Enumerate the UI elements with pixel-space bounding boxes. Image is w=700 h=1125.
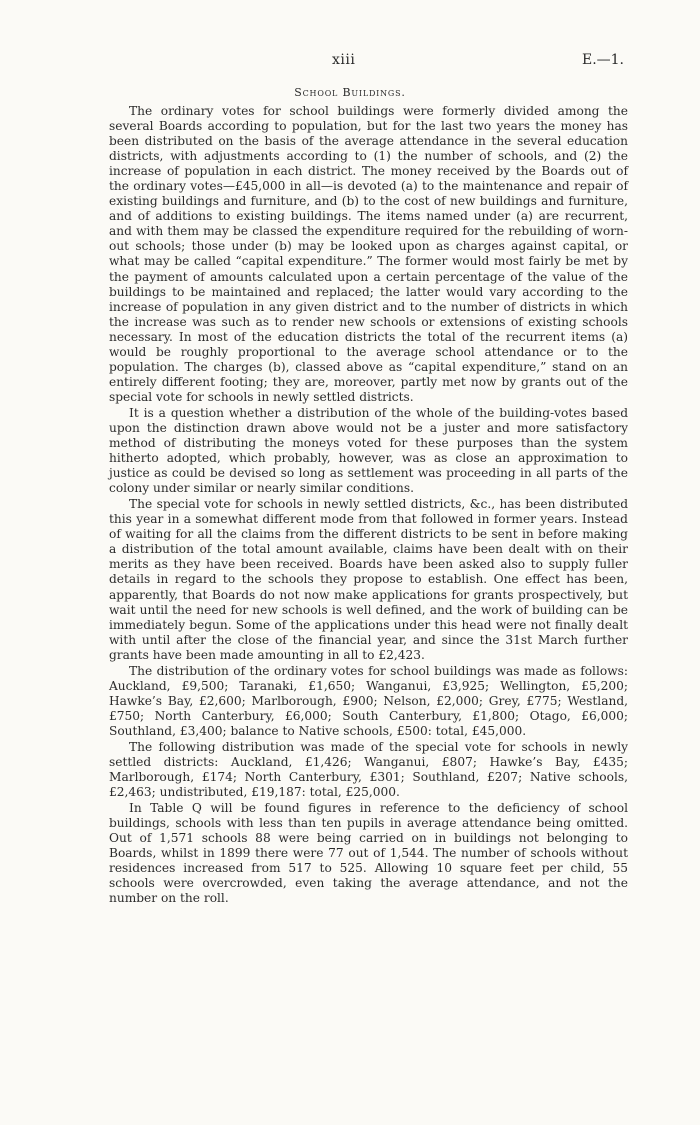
- page-number: xiii: [332, 52, 356, 68]
- paragraph-table-q: In Table Q will be found figures in reference to the deficiency of school buildings, schools with less than ten pupils in average attendance being omitted. Out of 1,571 schools 88 were being carried on in buildings not belonging to Boards, whilst in 1899 there were 77 out of 1,544. The number of schools without residences increased from 517 to 525. Allowing 10 square feet per child, 55 schools were overcrowded, even taking the average attendance, and not the number on the roll.: [109, 801, 628, 906]
- paragraph-special-distribution: The following distribution was made of the special vote for schools in newly settled districts: Auckland, £1,426; Wanganui, £807; Hawke’s Bay, £435; Marlborough, £174; North Canterbury, £301; Southland, £207; Native schools, £2,463; undistributed, £19,187: total, £25,000.: [109, 739, 628, 800]
- paragraph-building-votes: The ordinary votes for school buildings were formerly divided among the several Boards according to population, but for the last two years the money has been distributed on the basis of the average attendance in the several education districts, with adjustments according to (1) the number of schools, and (2) the increase of population in each district. The money received by the Boards out of the ordinary votes—£45,000 in all—is devoted (a) to the maintenance and repair of existing buildings and furniture, and (b) to the cost of new buildings and furniture, and of additions to existing buildings. The items named under (a) are recurrent, and with them may be classed the expenditure required for the rebuilding of worn-out schools; those under (b) may be looked upon as charges against capital, or what may be called “capital expenditure.” The former would most fairly be met by the payment of amounts calculated upon a certain percentage of the value of the buildings to be maintained and replaced; the latter would vary according to the increase of population in any given district and to the number of districts in which the increase was such as to render new schools or extensions of existing schools necessary. In most of the education districts the total of the recurrent items (a) would be roughly proportional to the average school attendance or to the population. The charges (b), classed above as “capital expenditure,” stand on an entirely different footing; they are, moreover, partly met now by grants out of the special vote for schools in newly settled districts.: [109, 104, 628, 404]
- section-title: School Buildings.: [294, 86, 406, 99]
- paragraph-distribution-question: It is a question whether a distribution of the whole of the building-votes based upon the distinction drawn above would not be a juster and more satisfactory method of distributing the moneys voted for these purposes than the system hitherto adopted, which probably, however, was as close an approximation to justice as could be devised so long as settlement was proceeding in all parts of the colony under similar or nearly similar conditions.: [109, 405, 628, 496]
- body-text: [109, 104, 628, 907]
- document-reference: E.—1.: [581, 52, 624, 68]
- paragraph-special-vote: The special vote for schools in newly settled districts, &c., has been distributed this year in a somewhat different mode from that followed in former years. Instead of waiting for all the claims from the different districts to be sent in before making a distribution of the total amount available, claims have been dealt with on their merits as they have been received. Boards have been asked also to supply fuller details in regard to the schools they propose to establish. One effect has been, apparently, that Boards do not now make applications for grants prospectively, but wait until the need for new schools is well defined, and the work of building can be immediately begun. Some of the applications under this head were not finally dealt with until after the close of the financial year, and since the 31st March further grants have been made amounting in all to £2,423.: [109, 497, 628, 662]
- paragraph-ordinary-distribution: The distribution of the ordinary votes for school buildings was made as follows: Auckland, £9,500; Taranaki, £1,650; Wanganui, £3,925; Wellington, £5,200; Hawke’s Bay, £2,600; Marlborough, £900; Nelson, £2,000; Grey, £775; Westland, £750; North Canterbury, £6,000; South Canterbury, £1,800; Otago, £6,000; Southland, £3,400; balance to Native schools, £500: total, £45,000.: [109, 663, 628, 738]
